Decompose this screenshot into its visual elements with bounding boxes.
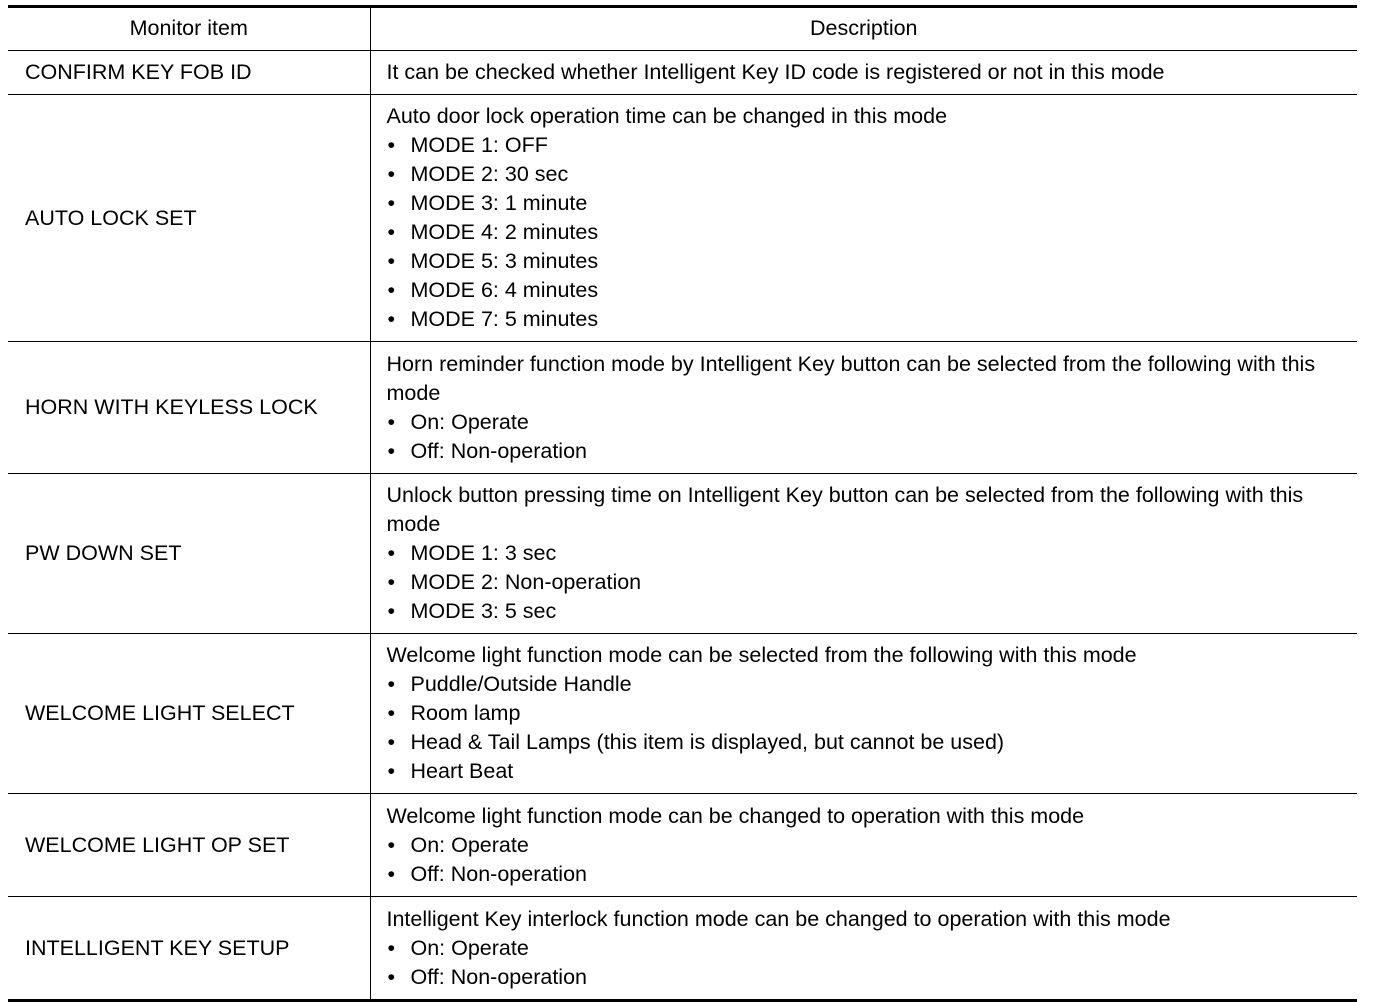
- table-row: [8, 51, 1357, 95]
- description-cell: [370, 897, 1357, 1001]
- monitor-item-cell: WELCOME LIGHT OP SET: [8, 794, 370, 897]
- table-header-row: [8, 7, 1357, 51]
- description-cell: [370, 794, 1357, 897]
- table-row: [8, 474, 1357, 634]
- table-row: [8, 897, 1357, 1001]
- list-item: • MODE 5: 3 minutes: [387, 247, 1348, 276]
- list-item: • On: Operate: [387, 831, 1348, 860]
- list-item: • On: Operate: [387, 934, 1348, 963]
- description-cell: [370, 634, 1357, 794]
- description-text: Welcome light function mode can be changed to operation with this mode: [386, 803, 1085, 828]
- description-text: It can be checked whether Intelligent Key ID code is registered or not in this mode: [386, 60, 1165, 84]
- table-row: [8, 95, 1357, 342]
- description-text: Intelligent Key interlock function mode can be changed to operation with this mode: [386, 906, 1171, 931]
- table-row: [8, 342, 1357, 474]
- option-list: [387, 831, 1348, 889]
- description-cell: [370, 474, 1357, 634]
- list-item: • MODE 7: 5 minutes: [387, 305, 1348, 334]
- list-item: • Heart Beat: [387, 757, 1348, 786]
- list-item: • MODE 3: 5 sec: [387, 597, 1348, 626]
- list-item: • MODE 1: OFF: [387, 131, 1348, 160]
- table-row: [8, 794, 1357, 897]
- list-item: • MODE 2: 30 sec: [387, 160, 1348, 189]
- list-item: • Head & Tail Lamps (this item is displayed, but cannot be used): [387, 728, 1348, 757]
- list-item: • Off: Non-operation: [387, 437, 1348, 466]
- monitor-item-cell: AUTO LOCK SET: [8, 95, 370, 342]
- header-description: Description: [370, 7, 1357, 51]
- option-list: [387, 539, 1348, 626]
- monitor-item-table: [8, 5, 1357, 1002]
- list-item: • MODE 3: 1 minute: [387, 189, 1348, 218]
- description-cell: [370, 95, 1357, 342]
- option-list: [387, 408, 1348, 466]
- monitor-item-cell: WELCOME LIGHT SELECT: [8, 634, 370, 794]
- description-text: Horn reminder function mode by Intelligent Key button can be selected from the following with this mode: [386, 351, 1316, 405]
- description-text: Welcome light function mode can be selected from the following with this mode: [386, 643, 1137, 667]
- option-list: [387, 670, 1348, 786]
- description-cell: [370, 342, 1357, 474]
- list-item: • Room lamp: [387, 699, 1348, 728]
- description-text: Unlock button pressing time on Intelligent Key button can be selected from the following with this mode: [386, 483, 1304, 536]
- monitor-item-cell: INTELLIGENT KEY SETUP: [8, 897, 370, 1001]
- table-row: [8, 634, 1357, 794]
- list-item: • Off: Non-operation: [387, 860, 1348, 889]
- list-item: • MODE 6: 4 minutes: [387, 276, 1348, 305]
- option-list: [387, 131, 1348, 334]
- header-monitor-item: Monitor item: [8, 7, 370, 51]
- description-cell: [370, 51, 1357, 95]
- monitor-item-cell: HORN WITH KEYLESS LOCK: [8, 342, 370, 474]
- list-item: • Puddle/Outside Handle: [387, 670, 1348, 699]
- list-item: • Off: Non-operation: [387, 963, 1348, 992]
- list-item: • MODE 2: Non-operation: [387, 568, 1348, 597]
- list-item: • MODE 1: 3 sec: [387, 539, 1348, 568]
- monitor-item-cell: CONFIRM KEY FOB ID: [8, 51, 370, 95]
- option-list: [387, 934, 1348, 992]
- monitor-item-cell: PW DOWN SET: [8, 474, 370, 634]
- description-text: Auto door lock operation time can be changed in this mode: [386, 104, 948, 128]
- list-item: • On: Operate: [387, 408, 1348, 437]
- list-item: • MODE 4: 2 minutes: [387, 218, 1348, 247]
